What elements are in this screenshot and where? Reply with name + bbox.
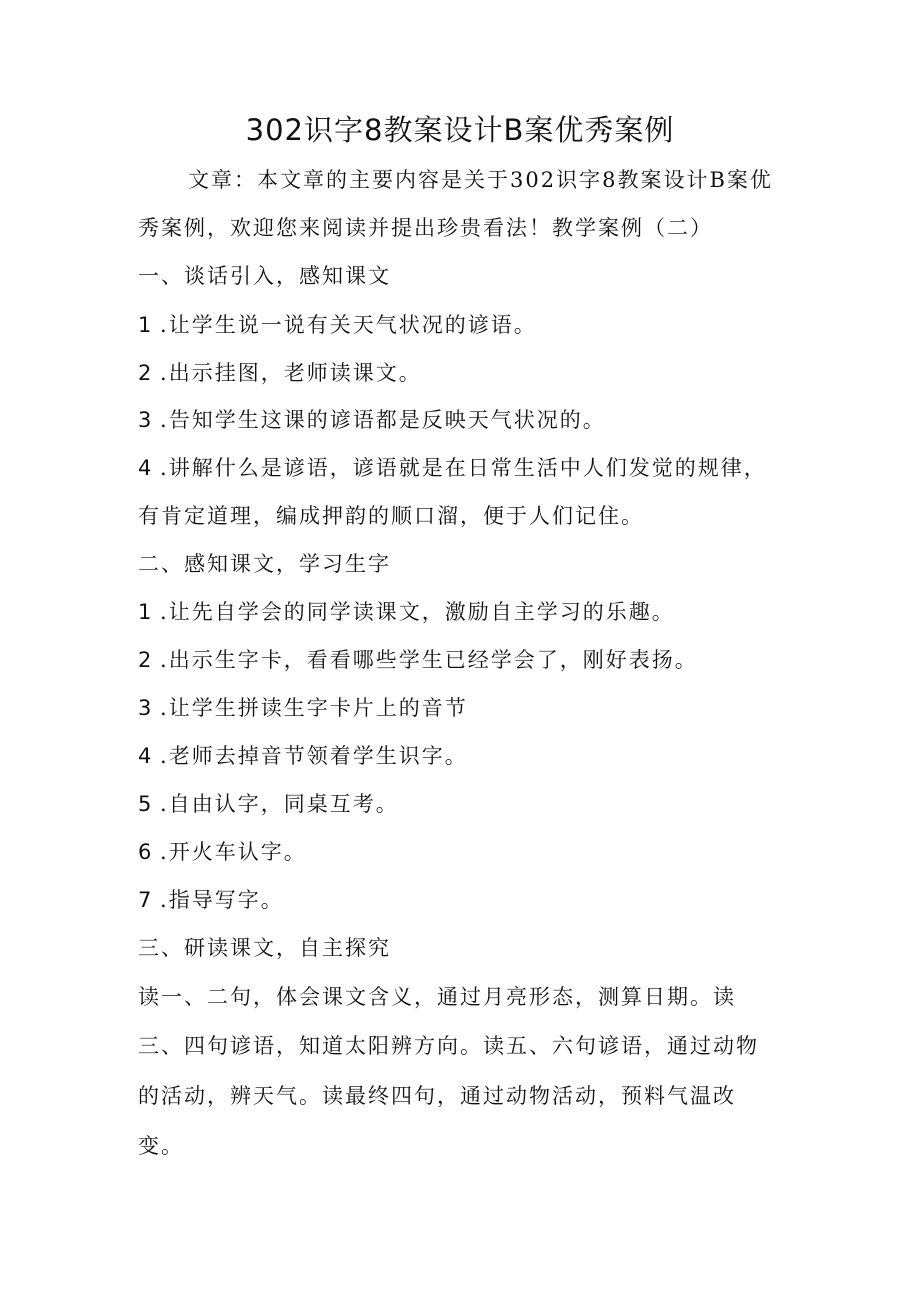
list-item — [138, 836, 307, 868]
list-item-text: .告知学生这课的谚语都是反映天气状况的。 — [151, 408, 606, 432]
paragraph-line: 三、四句谚语，知道太阳辨方向。读五、六句谚语，通过动物 — [138, 1034, 759, 1058]
list-item — [138, 357, 422, 389]
list-item — [138, 884, 284, 916]
list-item-number: 1 — [138, 600, 152, 624]
list-item — [138, 692, 468, 724]
list-item-text: .出示生字卡，看看哪些学生已经学会了，刚好表扬。 — [151, 648, 698, 672]
list-item-text: .让先自学会的同学读课文，激励自主学习的乐趣。 — [151, 600, 675, 624]
list-item-continuation: 有肯定道理，编成押韵的顺口溜，便于人们记住。 — [138, 504, 644, 528]
list-item-number: 2 — [138, 648, 152, 672]
list-item-text: .指导写字。 — [151, 888, 284, 912]
list-item-text: .出示挂图，老师读课文。 — [151, 361, 422, 385]
paragraph-line: 变。 — [138, 1134, 184, 1158]
intro-line-1: 文章：本文章的主要内容是关于302识字8教案设计B案优 — [188, 168, 773, 192]
list-item — [138, 452, 767, 484]
list-item-number: 4 — [138, 744, 152, 768]
list-item-text: .自由认字，同桌互考。 — [151, 792, 399, 816]
list-item-number: 6 — [138, 840, 152, 864]
list-item-number: 4 — [138, 456, 152, 480]
list-item-text: .开火车认字。 — [151, 840, 307, 864]
list-item — [138, 596, 675, 628]
list-item-text: .让学生拼读生字卡片上的音节 — [151, 696, 468, 720]
list-item — [138, 740, 468, 772]
list-item-number: 7 — [138, 888, 152, 912]
intro-line-2: 秀案例，欢迎您来阅读并提出珍贵看法！教学案例（二） — [138, 216, 713, 240]
list-item-number: 1 — [138, 313, 152, 337]
section-2-heading: 二、感知课文，学习生字 — [138, 552, 391, 576]
list-item-number: 3 — [138, 408, 152, 432]
list-item — [138, 309, 537, 341]
document-title: 302识字8教案设计B案优秀案例 — [245, 113, 675, 147]
section-1-heading: 一、谈话引入，感知课文 — [138, 264, 391, 288]
list-item — [138, 404, 606, 436]
paragraph-line: 读一、二句，体会课文含义，通过月亮形态，测算日期。读 — [138, 985, 736, 1009]
list-item — [138, 644, 698, 676]
list-item — [138, 788, 399, 820]
list-item-number: 2 — [138, 361, 152, 385]
list-item-text: .让学生说一说有关天气状况的谚语。 — [151, 313, 537, 337]
paragraph-line: 的活动，辨天气。读最终四句，通过动物活动，预料气温改 — [138, 1084, 736, 1108]
list-item-number: 5 — [138, 792, 152, 816]
section-3-heading: 三、研读课文，自主探究 — [138, 936, 391, 960]
list-item-number: 3 — [138, 696, 152, 720]
list-item-text: .讲解什么是谚语，谚语就是在日常生活中人们发觉的规律， — [151, 456, 767, 480]
list-item-text: .老师去掉音节领着学生识字。 — [151, 744, 468, 768]
